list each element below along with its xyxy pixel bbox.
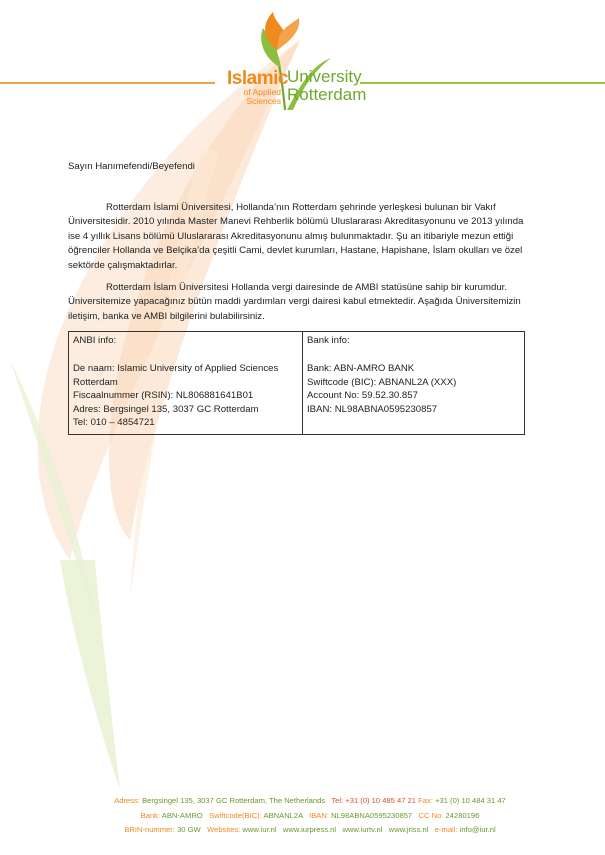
anbi-info-title: ANBI info: bbox=[73, 335, 117, 347]
logo-word-university: University bbox=[287, 67, 362, 86]
bank-swift-line: Swiftcode (BIC): ABNANL2A (XXX) bbox=[307, 376, 457, 388]
footer-fax-value: +31 (0) 10 484 31 47 bbox=[435, 796, 506, 805]
logo-word-of-applied: of Applied bbox=[243, 87, 281, 97]
footer-adress-value: Bergsingel 135, 3037 GC Rotterdam, The Netherlands bbox=[142, 796, 326, 805]
logo-word-rotterdam: Rotterdam bbox=[287, 85, 367, 104]
anbi-info-cell bbox=[69, 332, 303, 435]
footer-iban-label: IBAN: bbox=[309, 810, 329, 820]
footer bbox=[30, 794, 590, 838]
footer-bank-label: Bank: bbox=[140, 810, 161, 820]
anbi-tel-line: Tel: 010 – 4854721 bbox=[73, 417, 155, 429]
bank-info-cell bbox=[303, 332, 525, 435]
footer-site-jriss[interactable]: www.jriss.nl bbox=[388, 825, 429, 834]
footer-iban-value: NL98ABNA0595230857 bbox=[331, 810, 413, 820]
letter-body bbox=[68, 160, 538, 435]
university-logo bbox=[213, 10, 367, 115]
footer-swift-value: ABNANL2A bbox=[263, 810, 303, 820]
footer-websites-label: Websites: bbox=[207, 825, 241, 834]
footer-tel-value: +31 (0) 10 485 47 21 bbox=[345, 796, 417, 805]
footer-brin-value: 30 GW bbox=[177, 825, 201, 834]
footer-site-iurpress[interactable]: www.iurpress.nl bbox=[282, 825, 337, 834]
footer-tel-label: Tel: bbox=[331, 796, 344, 805]
bank-name-line: Bank: ABN-AMRO BANK bbox=[307, 362, 415, 374]
bank-info-title: Bank info: bbox=[307, 335, 350, 347]
footer-cc-value: 24280196 bbox=[445, 810, 480, 820]
footer-fax-label: Fax: bbox=[418, 796, 433, 805]
anbi-rsin-line: Fiscaalnummer (RSIN): NL806881641B01 bbox=[73, 390, 254, 402]
header-rule-green bbox=[360, 82, 605, 84]
info-table bbox=[68, 331, 525, 435]
footer-line-address bbox=[30, 794, 590, 809]
bank-iban-line: IBAN: NL98ABNA0595230857 bbox=[307, 403, 438, 415]
footer-bank-value: ABN-AMRO bbox=[161, 810, 203, 820]
header-rule-orange bbox=[0, 82, 215, 84]
logo-word-islamic: Islamic bbox=[227, 68, 288, 89]
paragraph-intro: Rotterdam İslami Üniversitesi, Hollanda’nın Rotterdam şehrinde yerleşkesi bulunan bir Vakıf Üniversitesidir. 2010 yılında Master Manevi Rehberlik bölümü Uluslararası Akreditasyonunu ve 2013 yılında ise 4 yıllık Lisans bölümü Uluslararası Akreditasyonunu almış bulunmaktadır. Şu an itibariyle mezun ettiği öğrenciler Hollanda ve Belçika’da çeşitli Cami, devlet kurumları, Hastane, Hapishane, İslam okulları ve özel sektörde çalışmaktadırlar. bbox=[68, 201, 524, 271]
footer-line-web bbox=[30, 823, 590, 838]
footer-email-value[interactable]: info@iur.nl bbox=[459, 825, 496, 834]
bank-account-line: Account No: 59.52.30.857 bbox=[307, 390, 418, 402]
footer-brin-label: BRIN-nummer: bbox=[124, 825, 175, 834]
anbi-name-line: De naam: Islamic University of Applied Sciences Rotterdam bbox=[73, 362, 279, 388]
anbi-address-line: Adres: Bergsingel 135, 3037 GC Rotterdam bbox=[73, 403, 259, 415]
paragraph-tax-status: Rotterdam İslam Üniversitesi Hollanda vergi dairesinde de AMBI statüsüne sahip bir kurumdur. Üniversitemize yapacağınız bütün maddi yardımları vergi dairesi kabul etmektedir. Aşağıda Üniversitemizin iletişim, banka ve AMBI bilgilerini bulabilirsiniz. bbox=[68, 281, 521, 322]
logo-word-sciences: Sciences bbox=[246, 96, 281, 106]
logo-word-university-rotterdam bbox=[287, 68, 366, 104]
footer-site-iurtv[interactable]: www.iurtv.nl bbox=[342, 825, 383, 834]
footer-swift-label: Swiftcode(BIC): bbox=[209, 810, 262, 820]
footer-site-iur[interactable]: www.iur.nl bbox=[242, 825, 277, 834]
salutation: Sayın Hanımefendi/Beyefendi bbox=[68, 161, 195, 172]
footer-adress-label: Adress: bbox=[114, 796, 140, 805]
footer-line-bank bbox=[30, 809, 590, 824]
footer-cc-label: CC No: bbox=[418, 810, 444, 820]
footer-email-label: e-mail: bbox=[434, 825, 458, 834]
logo-word-applied-sciences bbox=[219, 88, 281, 106]
